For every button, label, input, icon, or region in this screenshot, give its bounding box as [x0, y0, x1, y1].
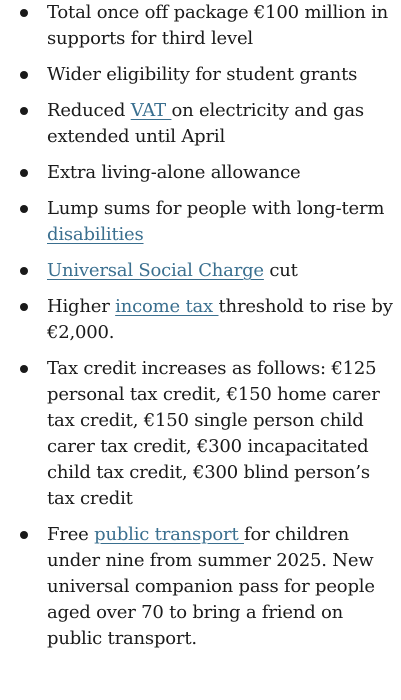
inline-link[interactable]: VAT — [130, 100, 172, 121]
item-text: on electricity and gas extended until April — [47, 100, 364, 147]
bullet-icon — [20, 205, 28, 213]
item-text: Extra living-alone allowance — [47, 162, 301, 183]
item-text: Reduced — [47, 100, 131, 121]
inline-link[interactable]: public transport — [94, 524, 244, 545]
inline-link[interactable]: disabilities — [47, 224, 144, 245]
bullet-icon — [20, 71, 28, 79]
bullet-icon — [20, 531, 28, 539]
list-item — [47, 356, 393, 512]
bullet-icon — [20, 169, 28, 177]
bullet-icon — [20, 365, 28, 373]
item-text: Wider eligibility for student grants — [47, 64, 358, 85]
item-text: Total once off package €100 million in supports for third level — [47, 2, 389, 49]
bullet-icon — [20, 107, 28, 115]
bullet-icon — [20, 303, 28, 311]
item-text: Tax credit increases as follows: €125 personal tax credit, €150 home carer tax credit, €150 single person child carer tax credit, €300 incapacitated child tax credit, €300 blind person’s tax credit — [47, 358, 380, 509]
inline-link[interactable]: Universal Social Charge — [47, 260, 264, 281]
list-item — [47, 160, 393, 186]
bullet-icon — [20, 9, 28, 17]
list-item — [47, 294, 393, 346]
item-text: Lump sums for people with long-term — [47, 198, 385, 219]
item-text: cut — [263, 260, 298, 281]
list-item — [47, 98, 393, 150]
item-text: threshold to rise by €2,000. — [47, 296, 393, 343]
list-item — [47, 62, 393, 88]
inline-link[interactable]: income tax — [115, 296, 219, 317]
list-item — [47, 196, 393, 248]
item-text: for children under nine from summer 2025. New universal companion pass for people aged over 70 to bring a friend on public transport. — [47, 524, 375, 649]
item-text: Higher — [47, 296, 116, 317]
list-item — [47, 0, 393, 52]
item-text: Free — [47, 524, 95, 545]
bullet-icon — [20, 267, 28, 275]
list-item — [47, 258, 393, 284]
list-item — [47, 522, 393, 652]
